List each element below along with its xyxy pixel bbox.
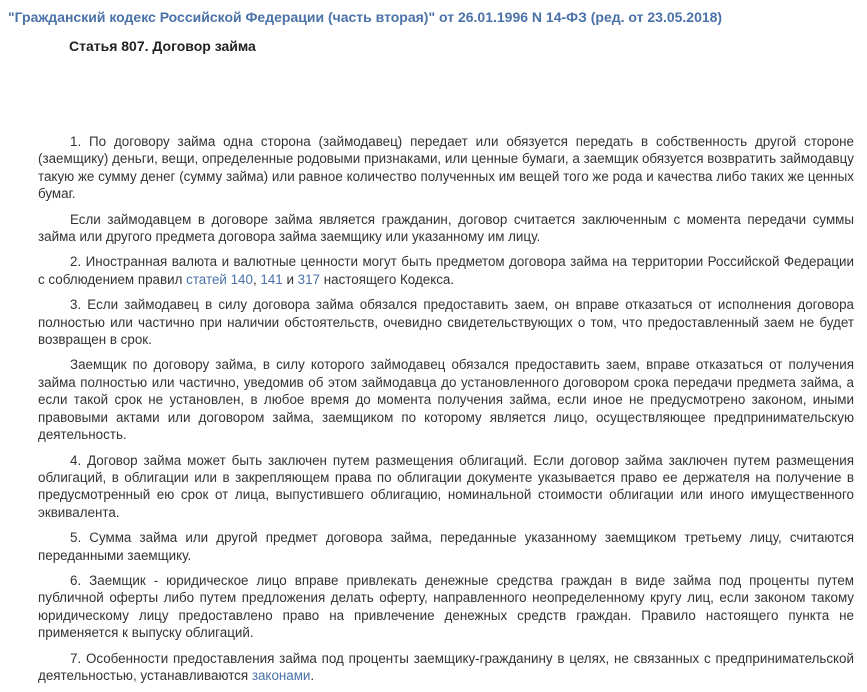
article-body [38,133,854,692]
paragraph-9 [38,650,854,685]
link-laws[interactable]: законами [251,667,311,683]
link-article-317[interactable]: 317 [297,271,320,287]
link-article-140[interactable]: статей 140 [186,271,253,287]
paragraph-9-text-end: . [310,667,315,683]
paragraph-7: 5. Сумма займа или другой предмет договора займа, переданные указанному заемщиком третьему лицу, считаются переданными заемщику. [38,530,854,563]
paragraph-3-text-start: 2. Иностранная валюта и валютные ценности могут быть предметом договора займа на территории Российской Федерации с соблюдением правил [38,254,854,287]
link-article-141[interactable]: 141 [260,271,283,287]
paragraph-6: 4. Договор займа может быть заключен путем размещения облигаций. Если договор займа заключен путем размещения облигаций, в облигации или в закрепляющем права по облигации документе указывается право ее держателя на получение в предусмотренный ею срок от лица, выпустившего облигацию, номинальной стоимости облигации или иного имущественного эквивалента. [38,452,854,520]
paragraph-3-text-end: настоящего Кодекса. [320,271,455,287]
paragraph-1: 1. По договору займа одна сторона (займодавец) передает или обязуется передать в собственность другой стороне (заемщику) деньги, вещи, определенные родовыми признаками, или ценные бумаги, а заемщик обязуется возвратить займодавцу такую же сумму денег (сумму займа) или равное количество полученных им вещей того же рода и качества либо таких же ценных бумаг. [38,134,854,202]
paragraph-8: 6. Заемщик - юридическое лицо вправе привлекать денежные средства граждан в виде займа под проценты путем публичной оферты либо путем предложения делать оферту, направленного неопределенному кругу лиц, если законом такому юридическому лицу предоставлено право на привлечение денежных средств граждан. Правило настоящего пункта не применяется к выпуску облигаций. [38,572,854,641]
paragraph-2: Если займодавцем в договоре займа является гражданин, договор считается заключенным с момента передачи суммы займа или другого предмета договора займа заемщику или указанному им лицу. [38,211,854,245]
paragraph-4: 3. Если займодавец в силу договора займа обязался предоставить заем, он вправе отказаться от исполнения договора полностью или частично при наличии обстоятельств, очевидно свидетельствующих о том, что предоставленный заем не будет возвращен в срок. [38,297,854,348]
paragraph-3-separator-2: и [282,271,298,287]
article-title: Статья 807. Договор займа [69,38,256,54]
paragraph-5: Заемщик по договору займа, в силу которого займодавец обязался предоставить заем, вправе отказаться от получения займа полностью или частично, уведомив об этом займодавца до установленного договором срока передачи предмета займа, а если такой срок не установлен, в любое время до момента получения займа, если иное не предусмотрено законом, иными правовыми актами или договором займа, заемщиком по которому является лицо, осуществляющее предпринимательскую деятельность. [38,357,854,443]
document-title: "Гражданский кодекс Российской Федерации (часть вторая)" от 26.01.1996 N 14-ФЗ (ред. от 23.05.2018) [8,9,723,25]
paragraph-3-separator-1: , [252,271,261,287]
paragraph-9-text-start: 7. Особенности предоставления займа под проценты заемщику-гражданину в целях, не связанных с предпринимательской деятельностью, устанавливаются [38,650,854,683]
paragraph-3 [38,253,854,288]
